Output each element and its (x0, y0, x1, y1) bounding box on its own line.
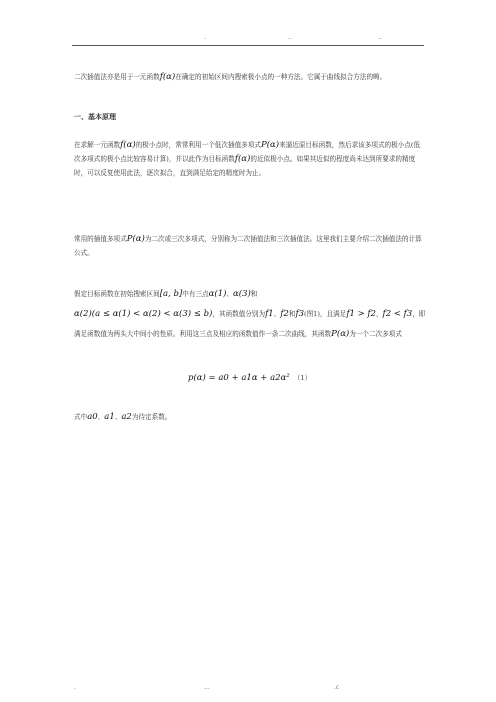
para-text: 为二次或三次多项式，分别称为二次插值法和三次插值法。这里我们主要介绍二次插值法的计算公式。 (74, 235, 422, 257)
math-inequality: f2 < f3 (382, 309, 413, 319)
math-f-alpha: f(α) (120, 140, 136, 150)
paragraph-4 (74, 410, 426, 424)
math-f3: f3 (295, 309, 304, 319)
footer-mark: .c (334, 684, 340, 691)
math-a0: a0 (87, 412, 98, 422)
header-rule (72, 45, 424, 46)
math-p-alpha: P(α) (260, 140, 280, 150)
equation-number: （1） (293, 374, 312, 382)
math-alpha-2: α(2) (74, 309, 92, 319)
math-inequality: f1 > f2 (346, 309, 376, 319)
math-alpha-1: α(1) (208, 289, 227, 299)
intro-text: 在确定的初始区间内搜索极小点的一种方法。它属于曲线拟合方法的畴。 (175, 73, 387, 81)
para-text: 的极小点时，常常利用一个低次插值多项式 (135, 141, 261, 149)
paragraph-3 (74, 284, 426, 344)
header-mark: . (204, 34, 206, 41)
para-text: 为一个二次多项式 (349, 330, 402, 338)
math-f1: f1 (265, 309, 274, 319)
para-text: 和 (288, 310, 296, 318)
math-a2: a2 (121, 412, 132, 422)
para-text: ，即满足函数值为两头大中间小的性质。利用这三点及相应的函数值作一条二次曲线，其函数 (74, 310, 426, 338)
math-interval: [a, b] (159, 289, 183, 299)
footer-mark: ... (204, 684, 210, 691)
paragraph-2 (74, 232, 426, 260)
math-f2: f2 (280, 309, 289, 319)
para-text: 、 (114, 413, 122, 421)
para-text: ，其函数值分别为 (212, 310, 266, 318)
footer-mark: . (74, 684, 76, 691)
para-text: ， (375, 310, 383, 318)
para-text: (图1)，且满足 (304, 310, 347, 318)
equation-1 (188, 372, 311, 383)
para-text: 来逼近原目标函数，然后求该多项式的极小点(低次多项式的极小点比较容易计算)，并以此作为目标函数 (74, 141, 421, 163)
para-text: 的近似极小点。如果其近似的程度尚未达到所要求的精度时，可以反复使用此法，逐次拟合，直到满足给定的精度时为止。 (74, 155, 416, 177)
para-text: 为待定系数。 (131, 413, 172, 421)
para-text: 中有三点 (182, 290, 209, 298)
para-text: 和 (250, 290, 258, 298)
math-alpha-3: α(3) (233, 289, 251, 299)
para-text: 假定目标函数在初始搜索区间 (74, 290, 160, 298)
para-text: 、 (273, 310, 281, 318)
header-mark: .. (288, 34, 292, 41)
para-text: 、 (97, 413, 105, 421)
para-text: 式中 (74, 413, 88, 421)
equation-body: p(α) = a0 + a1α + a2α² (188, 373, 290, 383)
math-a1: a1 (104, 412, 115, 422)
math-condition: (a ≤ α(1) < α(2) < α(3) ≤ b) (91, 309, 213, 319)
para-text: 在求解一元函数 (74, 141, 121, 149)
paragraph-1 (74, 138, 426, 180)
header-mark: .. (378, 34, 382, 41)
math-p-alpha: P(α) (126, 234, 145, 244)
intro-paragraph (74, 70, 426, 84)
math-f-alpha: f(α) (159, 72, 176, 82)
para-text: 常用的插值多项式 (74, 235, 127, 243)
intro-text: 二次插值法亦是用于一元函数 (74, 73, 160, 81)
section-heading: 一、基本原理 (74, 112, 116, 121)
math-p-alpha: P(α) (331, 329, 350, 339)
math-f-alpha: f(α) (234, 154, 251, 164)
para-text: 、 (226, 290, 234, 298)
